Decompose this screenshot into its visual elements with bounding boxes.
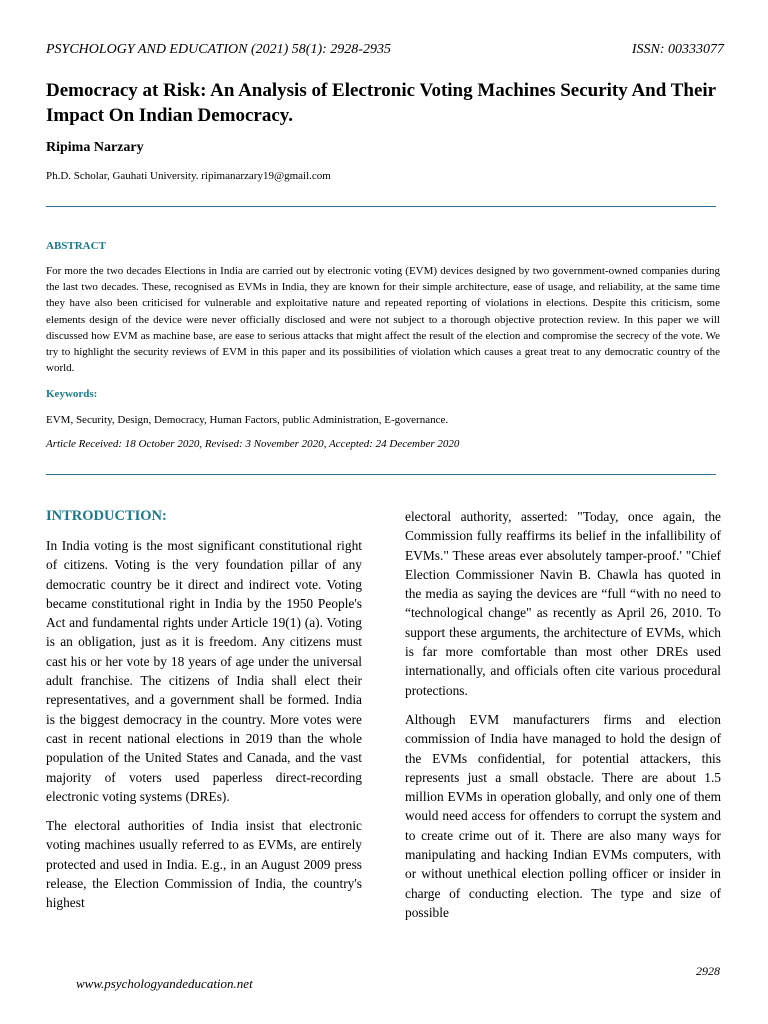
- journal-citation: PSYCHOLOGY AND EDUCATION (2021) 58(1): 2928-2935: [46, 42, 391, 57]
- issn: ISSN: 00333077: [631, 42, 724, 57]
- body-paragraph: electoral authority, asserted: "Today, once again, the Commission fully reaffirms its belief in the infallibility of EVMs." These areas ever absolutely tamper-proof.' "Chief Election Commissioner Navin B. Chawla has quoted in the media as saying the devices are “full “with no need to “technological change" as recently as April 26, 2010. To support these arguments, the architecture of EVMs, which is far more comfortable than most other DREs used internationally, and officials often cite various procedural protections.: [405, 509, 721, 698]
- abstract-heading: ABSTRACT: [46, 240, 106, 252]
- article-dates: Article Received: 18 October 2020, Revised: 3 November 2020, Accepted: 24 December 2020: [46, 438, 460, 450]
- divider-top: [46, 206, 716, 207]
- abstract-text: For more the two decades Elections in India are carried out by electronic voting (EVM) devices designed by two government-owned companies during the last two decades. These, recognised as EVMs in India, they are known for their simple architecture, ease of usage, and reliability, at the same time they have also been criticised for vulnerable and exploitative nature and repeated reporting of violations in elections. Despite this criticism, some elements design of the device were never officially disclosed and were not subject to a thorough objective protection review. In this paper we will discussed how EVM as machine base, are ease to serious attacks that might affect the result of the election and compromise the secrecy of the vote. We try to highlight the security reviews of EVM in this paper and its possibilities of violation which causes a great treat to any democratic country of the world.: [46, 265, 720, 375]
- footer-url[interactable]: www.psychologyandeducation.net: [76, 976, 253, 991]
- left-column: [46, 506, 362, 923]
- introduction-heading: INTRODUCTION:: [46, 508, 167, 524]
- right-column: [405, 506, 721, 932]
- author-affiliation: Ph.D. Scholar, Gauhati University. ripimanarzary19@gmail.com: [46, 170, 331, 182]
- divider-bottom: [46, 474, 716, 475]
- author-name: Ripima Narzary: [46, 140, 144, 155]
- article-title: Democracy at Risk: An Analysis of Electronic Voting Machines Security And Their Impact On Indian Democracy.: [46, 80, 716, 126]
- page-number: 2928: [696, 964, 720, 978]
- keywords-text: EVM, Security, Design, Democracy, Human Factors, public Administration, E-governance.: [46, 414, 449, 426]
- body-paragraph: The electoral authorities of India insist that electronic voting machines usually referred to as EVMs, are entirely protected and used in India. E.g., in an August 2009 press release, the Election Commission of India, the country's highest: [46, 818, 362, 911]
- body-paragraph: Although EVM manufacturers firms and election commission of India have managed to hold the design of the EVMs confidential, for potential attackers, this represents just a small obstacle. There are about 1.5 million EVMs in operation globally, and only one of them would need access for offenders to corrupt the system and to create crime out of it. There are also many ways for manipulating and hacking Indian EVMs computers, with or without unethical election polling officer or insider in charge of conducting election. The type and size of possible: [405, 711, 721, 920]
- body-paragraph: In India voting is the most significant constitutional right of citizens. Voting is the very foundation pillar of any democratic country be it direct and indirect vote. Voting became constitutional right in India by the 1950 People's Act and fundamental rights under Article 19(1) (a). Voting is an obligation, just as it is freedom. Any citizens must cast his or her vote by 18 years of age under the universal adult franchise. The citizens of India shall elect their representatives, and a government shall be formed. India is the biggest democracy in the country. More votes were cast in recent national elections in 2019 than the whole population of the United States and Canada, and the vast majority of voters used paperless direct-recording electronic voting systems (DREs).: [46, 538, 362, 804]
- running-header: [46, 42, 724, 58]
- keywords-heading: Keywords:: [46, 388, 98, 400]
